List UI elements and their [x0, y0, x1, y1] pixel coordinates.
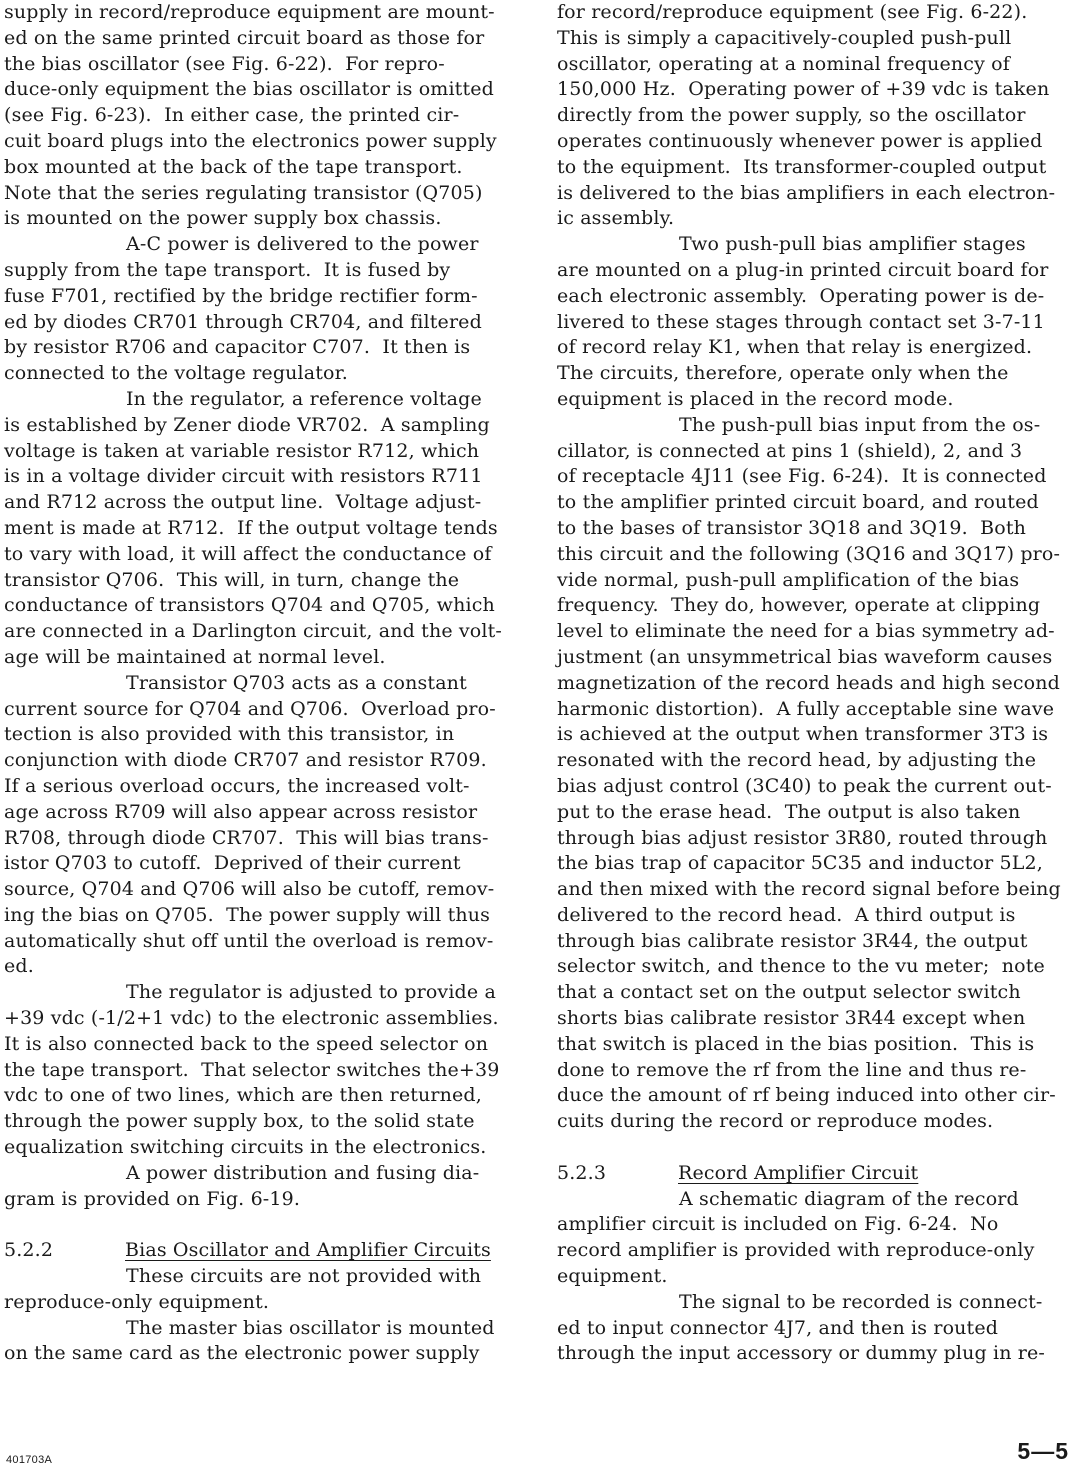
- text-line: is in a voltage divider circuit with resistors R711: [4, 465, 483, 488]
- text-line: cuit board plugs into the electronics power supply: [4, 129, 497, 152]
- text-line: ing the bias on Q705. The power supply will thus: [4, 903, 491, 926]
- text-line: to the amplifier printed circuit board, and routed: [557, 491, 1039, 514]
- text-line: ment is made at R712. If the output voltage tends: [4, 516, 498, 539]
- section-heading-5-2-2: [4, 1238, 526, 1264]
- text-line: If a serious overload occurs, the increased volt-: [4, 774, 470, 797]
- text-line: that switch is placed in the bias position. This is: [557, 1032, 1035, 1055]
- text-line: is mounted on the power supply box chassis.: [4, 207, 442, 230]
- paragraph-master-oscillator: [4, 1316, 526, 1368]
- text-line: through bias adjust resistor 3R80, routed through: [557, 826, 1048, 849]
- text-line: conjunction with diode CR707 and resistor R709.: [4, 749, 487, 772]
- text-line: transistor Q706. This will, in turn, change the: [4, 568, 460, 591]
- text-line: A-C power is delivered to the power: [126, 233, 479, 256]
- text-line: magnetization of the record heads and high second: [557, 671, 1060, 694]
- text-line: 150,000 Hz. Operating power of +39 vdc is taken: [557, 78, 1050, 101]
- section-gap: [557, 1135, 1081, 1161]
- paragraph-ac-power: [4, 232, 526, 387]
- text-line: bias adjust control (3C40) to peak the current out-: [557, 774, 1052, 797]
- text-line: duce the amount of rf being induced into other cir-: [557, 1084, 1056, 1107]
- text-line: automatically shut off until the overload is remov-: [4, 929, 494, 952]
- text-line: oscillator, operating at a nominal frequency of: [557, 52, 1010, 75]
- text-line: supply in record/reproduce equipment are mount-: [4, 1, 495, 23]
- text-line: is delivered to the bias amplifiers in each electron-: [557, 181, 1056, 204]
- text-line: record amplifier is provided with reproduce-only: [557, 1239, 1035, 1262]
- text-line: conductance of transistors Q704 and Q705, which: [4, 594, 495, 617]
- text-line: The regulator is adjusted to provide a: [126, 981, 496, 1004]
- text-line: box mounted at the back of the tape transport.: [4, 155, 463, 178]
- text-line: equipment is placed in the record mode.: [557, 387, 954, 410]
- text-line: are connected in a Darlington circuit, and the volt-: [4, 620, 502, 643]
- text-line: through the input accessory or dummy plug in re-: [557, 1342, 1046, 1365]
- text-line: The circuits, therefore, operate only when the: [557, 362, 1009, 385]
- section-title: Record Amplifier Circuit: [678, 1161, 919, 1184]
- text-line: that a contact set on the output selector switch: [557, 981, 1021, 1004]
- text-line: is established by Zener diode VR702. A sampling: [4, 413, 490, 436]
- text-line: ed on the same printed circuit board as those for: [4, 26, 485, 49]
- text-line: Two push-pull bias amplifier stages: [679, 233, 1026, 256]
- right-column: [557, 0, 1081, 1367]
- text-line: current source for Q704 and Q706. Overload pro-: [4, 697, 496, 720]
- text-line: Transistor Q703 acts as a constant: [126, 671, 467, 694]
- text-line: and then mixed with the record signal before being: [557, 878, 1061, 901]
- text-line: The signal to be recorded is connect-: [679, 1290, 1043, 1313]
- text-line: R708, through diode CR707. This will bias trans-: [4, 826, 489, 849]
- text-line: by resistor R706 and capacitor C707. It then is: [4, 336, 471, 359]
- section-gap: [4, 1212, 526, 1238]
- text-line: through bias calibrate resistor 3R44, the output: [557, 929, 1028, 952]
- text-line: shorts bias calibrate resistor 3R44 except when: [557, 1007, 1026, 1030]
- text-line: This is simply a capacitively-coupled push-pull: [557, 26, 1012, 49]
- text-line: level to eliminate the need for a bias symmetry ad-: [557, 620, 1055, 643]
- text-line: ic assembly.: [557, 207, 675, 230]
- text-line: cillator, is connected at pins 1 (shield), 2, and 3: [557, 439, 1023, 462]
- text-line: resonated with the record head, by adjusting the: [557, 749, 1037, 772]
- text-line: to the bases of transistor 3Q18 and 3Q19. Both: [557, 516, 1027, 539]
- text-line: The master bias oscillator is mounted: [126, 1316, 495, 1339]
- paragraph-bias-amplifier-stages: [557, 232, 1081, 413]
- text-line: delivered to the record head. A third output is: [557, 903, 1016, 926]
- paragraph-power-supply-intro: [4, 0, 526, 232]
- text-line: and R712 across the output line. Voltage adjust-: [4, 491, 482, 514]
- text-line: frequency. They do, however, operate at clipping: [557, 594, 1041, 617]
- paragraph-q703: [4, 671, 526, 981]
- text-line: equalization switching circuits in the electronics.: [4, 1136, 487, 1159]
- text-line: directly from the power supply, so the oscillator: [557, 104, 1026, 127]
- text-line: to vary with load, it will affect the conductance of: [4, 542, 492, 565]
- text-line: operates continuously whenever power is applied: [557, 129, 1043, 152]
- text-line: fuse F701, rectified by the bridge rectifier form-: [4, 284, 478, 307]
- text-line: Note that the series regulating transistor (Q705): [4, 181, 483, 204]
- text-line: on the same card as the electronic power supply: [4, 1342, 480, 1365]
- text-line: put to the erase head. The output is also taken: [557, 800, 1021, 823]
- text-line: ed.: [4, 955, 34, 978]
- text-line: selector switch, and thence to the vu meter; note: [557, 955, 1045, 978]
- text-line: istor Q703 to cutoff. Deprived of their current: [4, 852, 461, 875]
- text-line: cuits during the record or reproduce modes.: [557, 1110, 994, 1133]
- text-line: age will be maintained at normal level.: [4, 645, 386, 668]
- text-line: reproduce-only equipment.: [4, 1290, 270, 1313]
- text-line: through the power supply box, to the solid state: [4, 1110, 475, 1133]
- text-line: These circuits are not provided with: [126, 1265, 482, 1288]
- text-line: for record/reproduce equipment (see Fig. 6-22).: [557, 1, 1028, 23]
- text-line: (see Fig. 6-23). In either case, the printed cir-: [4, 104, 460, 127]
- paragraph-power-distribution: [4, 1161, 526, 1213]
- text-line: age across R709 will also appear across resistor: [4, 800, 478, 823]
- text-line: done to remove the rf from the line and thus re-: [557, 1058, 1027, 1081]
- text-line: the bias oscillator (see Fig. 6-22). For repro-: [4, 52, 445, 75]
- text-line: tection is also provided with this transistor, in: [4, 723, 455, 746]
- text-line: the tape transport. That selector switches the+39: [4, 1058, 500, 1081]
- text-line: amplifier circuit is included on Fig. 6-24. No: [557, 1213, 999, 1236]
- text-line: is achieved at the output when transformer 3T3 is: [557, 723, 1049, 746]
- paragraph-not-provided: [4, 1264, 526, 1316]
- text-line: gram is provided on Fig. 6-19.: [4, 1187, 301, 1210]
- text-line: ed by diodes CR701 through CR704, and filtered: [4, 310, 482, 333]
- text-line: ed to input connector 4J7, and then is routed: [557, 1316, 999, 1339]
- section-number: 5.2.3: [557, 1161, 607, 1184]
- text-line: to the equipment. Its transformer-coupled output: [557, 155, 1047, 178]
- text-line: voltage is taken at variable resistor R712, which: [4, 439, 480, 462]
- text-line: equipment.: [557, 1265, 668, 1288]
- paragraph-regulator: [4, 387, 526, 671]
- text-line: connected to the voltage regulator.: [4, 362, 348, 385]
- text-line: A schematic diagram of the record: [679, 1187, 1019, 1210]
- text-line: In the regulator, a reference voltage: [126, 387, 482, 410]
- paragraph-record-signal: [557, 1290, 1081, 1367]
- text-line: duce-only equipment the bias oscillator is omitted: [4, 78, 494, 101]
- text-line: this circuit and the following (3Q16 and 3Q17) pro-: [557, 542, 1061, 565]
- section-number: 5.2.2: [4, 1239, 54, 1262]
- text-line: are mounted on a plug-in printed circuit board for: [557, 258, 1049, 281]
- text-line: harmonic distortion). A fully acceptable sine wave: [557, 697, 1055, 720]
- text-line: of receptacle 4J11 (see Fig. 6-24). It is connected: [557, 465, 1047, 488]
- left-column: [4, 0, 526, 1367]
- text-line: +39 vdc (-1/2+1 vdc) to the electronic assemblies.: [4, 1007, 499, 1030]
- text-line: justment (an unsymmetrical bias waveform causes: [557, 645, 1053, 668]
- paragraph-record-schematic: [557, 1187, 1081, 1290]
- text-line: supply from the tape transport. It is fused by: [4, 258, 451, 281]
- paragraph-bias-oscillator: [557, 0, 1081, 232]
- text-line: The push-pull bias input from the os-: [679, 413, 1041, 436]
- text-line: vide normal, push-pull amplification of the bias: [557, 568, 1020, 591]
- text-line: the bias trap of capacitor 5C35 and inductor 5L2,: [557, 852, 1043, 875]
- text-line: each electronic assembly. Operating power is de-: [557, 284, 1045, 307]
- section-heading-5-2-3: [557, 1161, 1081, 1187]
- document-code: 401703A: [6, 1454, 53, 1466]
- text-line: A power distribution and fusing dia-: [126, 1161, 480, 1184]
- text-line: It is also connected back to the speed selector on: [4, 1032, 489, 1055]
- paragraph-regulator-adjusted: [4, 980, 526, 1161]
- text-line: of record relay K1, when that relay is energized.: [557, 336, 1033, 359]
- text-line: livered to these stages through contact set 3-7-11: [557, 310, 1045, 333]
- paragraph-push-pull-input: [557, 413, 1081, 1135]
- text-line: vdc to one of two lines, which are then returned,: [4, 1084, 482, 1107]
- page-number: 5—5: [1017, 1438, 1069, 1464]
- section-title: Bias Oscillator and Amplifier Circuits: [125, 1239, 491, 1262]
- text-line: source, Q704 and Q706 will also be cutoff, remov-: [4, 878, 495, 901]
